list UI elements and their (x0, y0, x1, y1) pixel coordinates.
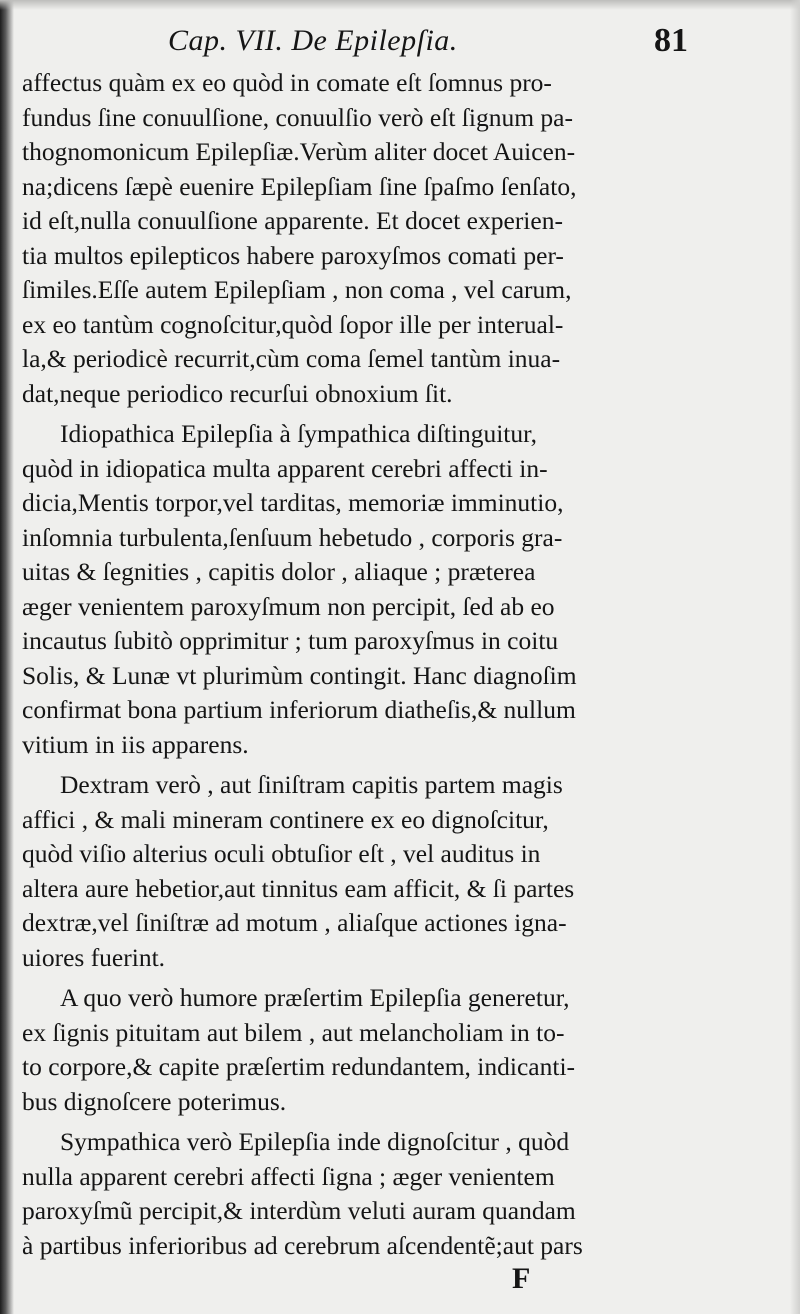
paragraph-4 (22, 981, 708, 1119)
paragraph-1 (22, 66, 708, 411)
paragraph-3 (22, 768, 708, 975)
text-line: quòd viſio alterius oculi obtuſior eſt , vel auditus in (22, 839, 541, 868)
text-line: thognomonicum Epilepſiæ.Verùm aliter docet Auicen- (22, 137, 576, 166)
text-line: uiores fuerint. (22, 942, 166, 972)
text-line: vitium in iis apparens. (22, 729, 249, 759)
page-gutter-shadow (0, 0, 14, 1314)
text-line: confirmat bona partium inferiorum diatheſis,& nullum (22, 695, 576, 724)
text-line: affectus quàm ex eo quòd in comate eſt ſomnus pro- (22, 68, 552, 97)
text-line: dextræ,vel ſiniſtræ ad motum , aliaſque actiones igna- (22, 908, 567, 937)
text-line: tia multos epilepticos habere paroxyſmos comati per- (22, 240, 564, 270)
text-line: dicia,Mentis torpor,vel tarditas, memoriæ imminutio, (22, 488, 564, 517)
text-line: à partibus inferioribus ad cerebrum aſcendentẽ;aut pars (22, 1230, 583, 1260)
text-line: affici , & mali mineram continere ex eo dignoſcitur, (22, 804, 549, 834)
text-line: Sympathica verò Epilepſia inde dignoſcitur , quòd (60, 1127, 570, 1156)
text-line: uitas & ſegnities , capitis dolor , aliaque ; præterea (22, 557, 536, 586)
text-line: altera aure hebetior,aut tinnitus eam afficit, & ſi partes (22, 873, 575, 903)
page-header (0, 20, 800, 70)
signature-mark: F (512, 1262, 531, 1295)
running-title: Cap. VII. De Epilepſia. (168, 24, 458, 57)
body-text (22, 66, 708, 1269)
page-right-shadow (790, 0, 800, 1314)
text-line: dat,neque periodico recurſui obnoxium ſit. (22, 378, 453, 408)
text-line: paroxyſmũ percipit,& interdùm veluti auram quandam (22, 1196, 576, 1225)
paragraph-5 (22, 1125, 708, 1263)
text-line: ſimiles.Eſſe autem Epilepſiam , non coma , vel carum, (22, 275, 572, 304)
text-line: id eſt,nulla conuulſione apparente. Et docet experien- (22, 206, 563, 235)
text-line: bus dignoſcere poterimus. (22, 1086, 287, 1116)
text-line: æger venientem paroxyſmum non percipit, ſed ab eo (22, 591, 555, 621)
text-line: nulla apparent cerebri affecti ſigna ; æger venientem (22, 1161, 555, 1191)
text-line: inſomnia turbulenta,ſenſuum hebetudo , corporis gra- (22, 522, 563, 552)
text-line: la,& periodicè recurrit,cùm coma ſemel tantùm inua- (22, 344, 561, 373)
text-line: Idiopathica Epilepſia à ſympathica diſtinguitur, (60, 419, 537, 448)
text-line: fundus ſine conuulſione, conuulſio verò eſt ſignum pa- (22, 102, 573, 132)
text-line: na;dicens ſæpè euenire Epilepſiam ſine ſpaſmo ſenſato, (22, 171, 577, 201)
text-line: to corpore,& capite præſertim redundantem, indicanti- (22, 1052, 576, 1081)
page-top-shadow (0, 0, 800, 10)
text-line: ex ſignis pituitam aut bilem , aut melancholiam in to- (22, 1017, 565, 1047)
text-line: Dextram verò , aut ſiniſtram capitis partem magis (60, 770, 563, 799)
paragraph-2 (22, 417, 708, 762)
text-line: ex eo tantùm cognoſcitur,quòd ſopor ille per interual- (22, 309, 564, 339)
text-line: A quo verò humore præſertim Epilepſia generetur, (60, 983, 570, 1012)
text-line: quòd in idiopatica multa apparent cerebri affecti in- (22, 453, 548, 483)
page-number: 81 (654, 22, 688, 59)
text-line: Solis, & Lunæ vt plurimùm contingit. Hanc diagnoſim (22, 660, 577, 690)
text-line: incautus ſubitò opprimitur ; tum paroxyſmus in coitu (22, 626, 559, 655)
